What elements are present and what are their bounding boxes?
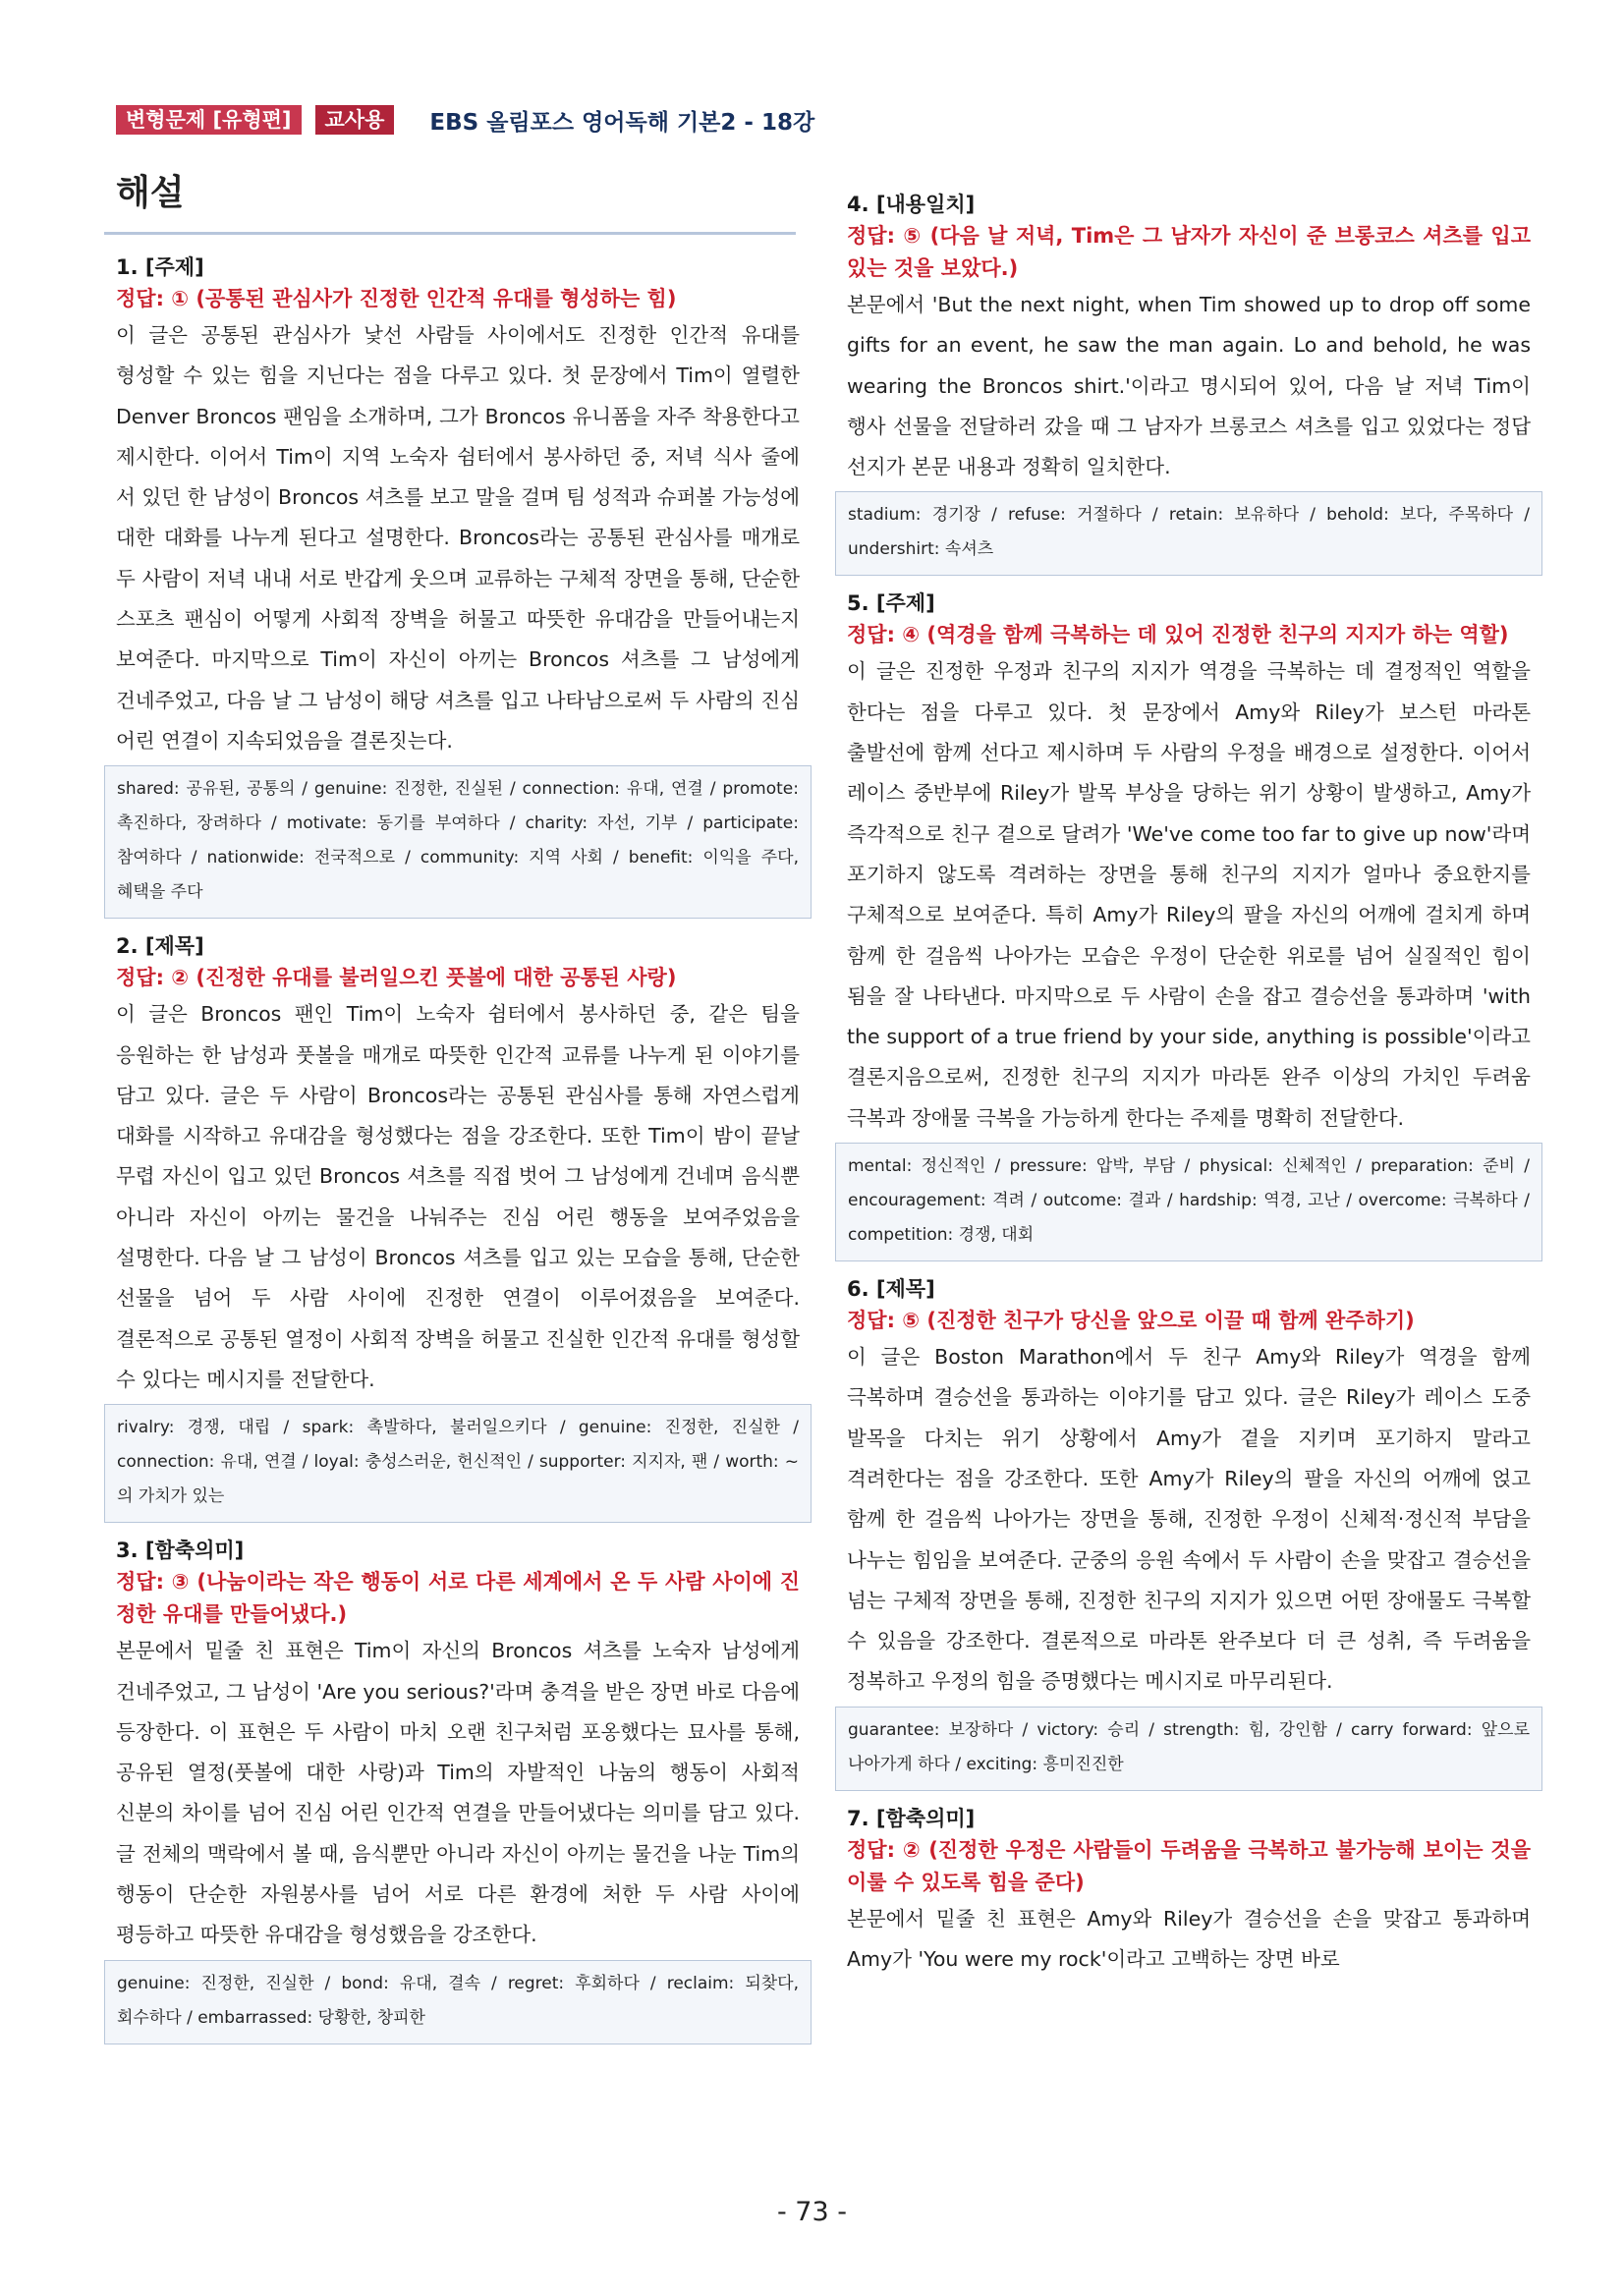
answer-line: 정답: ② (진정한 우정은 사람들이 두려움을 극복하고 불가능해 보이는 것을 이룰 수 있도록 힘을 준다) <box>847 1837 1531 1894</box>
vocab-box: stadium: 경기장 / refuse: 거절하다 / retain: 보유하다 / behold: 보다, 주목하다 / undershirt: 속셔츠 <box>835 491 1542 576</box>
question-heading: 2. [제목] <box>116 934 204 959</box>
section-7 <box>847 1803 1531 1981</box>
right-column <box>847 189 1531 1991</box>
question-heading: 5. [주제] <box>847 591 935 616</box>
question-heading: 7. [함축의미] <box>847 1806 976 1830</box>
section-6 <box>847 1273 1531 1791</box>
vocab-box: shared: 공유된, 공통의 / genuine: 진정한, 진실된 / connection: 유대, 연결 / promote: 촉진하다, 장려하다 / motivate: 동기를 부여하다 / charity: 자선, 기부 / participate: 참여하다 / nationwide: 전국적으로 / community: 지역 사회 / benefit: 이익을 주다, 혜택을 주다 <box>104 765 812 919</box>
answer-line: 정답: ⑤ (다음 날 저녁, Tim은 그 남자가 자신이 준 브롱코스 셔츠를 입고 있는 것을 보았다.) <box>847 224 1531 280</box>
explanation-text: 이 글은 진정한 우정과 친구의 지지가 역경을 극복하는 데 결정적인 역할을 한다는 점을 다루고 있다. 첫 문장에서 Amy와 Riley가 보스턴 마라톤 출발선에 함께 선다고 제시하며 두 사람의 우정을 배경으로 설정한다. 이어서 레이스 중반부에 Riley가 발목 부상을 당하는 위기 상황이 발생하고, Amy가 즉각적으로 친구 곁으로 달려가 'We've come too far to give up now'라며 포기하지 않도록 격려하는 장면을 통해 친구의 지지가 얼마나 중요한지를 구체적으로 보여준다. 특히 Amy가 Riley의 팔을 자신의 어깨에 걸치게 하며 함께 한 걸음씩 나아가는 모습은 우정이 단순한 위로를 넘어 실질적인 힘이 됨을 잘 나타낸다. 마지막으로 두 사람이 손을 잡고 결승선을 통과하며 'with the support of a true friend by your side, anything is possible'이라고 결론지음으로써, 진정한 친구의 지지가 마라톤 완주 이상의 가치인 두려움 극복과 장애물 극복을 가능하게 한다는 주제를 명확히 전달한다. <box>847 659 1531 1130</box>
question-heading: 3. [함축의미] <box>116 1539 245 1563</box>
explanation-text: 본문에서 'But the next night, when Tim showed up to drop off some gifts for an event, he saw the man again. Lo and behold, he was wearing the Broncos shirt.'이라고 명시되어 있어, 다음 날 저녁 Tim이 행사 선물을 전달하러 갔을 때 그 남자가 브롱코스 셔츠를 입고 있었다는 정답 선지가 본문 내용과 정확히 일치한다. <box>847 293 1531 479</box>
section-4 <box>847 189 1531 576</box>
explanation-text: 이 글은 Boston Marathon에서 두 친구 Amy와 Riley가 역경을 함께 극복하며 결승선을 통과하는 이야기를 담고 있다. 글은 Riley가 레이스 도중 발목을 다치는 위기 상황에서 Amy가 곁을 지키며 포기하지 말라고 격려한다는 점을 강조한다. 또한 Amy가 Riley의 팔을 자신의 어깨에 얹고 함께 한 걸음씩 나아가는 장면을 통해, 진정한 우정이 신체적·정신적 부담을 나누는 힘임을 보여준다. 군중의 응원 속에서 두 사람이 손을 맞잡고 결승선을 넘는 구체적 장면을 통해, 진정한 친구의 지지가 있으면 어떤 장애물도 극복할 수 있음을 강조한다. 결론적으로 마라톤 완주보다 더 큰 성취, 즉 두려움을 정복하고 우정의 힘을 증명했다는 메시지로 마무리된다. <box>847 1345 1531 1694</box>
vocab-box: mental: 정신적인 / pressure: 압박, 부담 / physical: 신체적인 / preparation: 준비 / encouragement: 격려 / outcome: 결과 / hardship: 역경, 고난 / overcome: 극복하다 / competition: 경쟁, 대회 <box>835 1143 1542 1261</box>
answer-line: 정답: ④ (역경을 함께 극복하는 데 있어 진정한 친구의 지지가 하는 역할) <box>847 623 1509 647</box>
section-2 <box>116 930 800 1523</box>
question-heading: 4. [내용일치] <box>847 193 976 216</box>
explanation-text: 이 글은 Broncos 팬인 Tim이 노숙자 쉼터에서 봉사하던 중, 같은 팀을 응원하는 한 남성과 풋볼을 매개로 따뜻한 인간적 교류를 나누게 된 이야기를 담고 있다. 글은 두 사람이 Broncos라는 공통된 관심사를 통해 자연스럽게 대화를 시작하고 유대감을 형성했다는 점을 강조한다. 또한 Tim이 밤이 끝날 무렵 자신이 입고 있던 Broncos 셔츠를 직접 벗어 그 남성에게 건네며 음식뿐 아니라 자신이 아끼는 물건을 나눠주는 진심 어린 행동을 보여주었음을 설명한다. 다음 날 그 남성이 Broncos 셔츠를 입고 있는 모습을 통해, 단순한 선물을 넘어 두 사람 사이에 진정한 연결이 이루어졌음을 보여준다. 결론적으로 공통된 열정이 사회적 장벽을 허물고 진실한 인간적 유대를 형성할 수 있다는 메시지를 전달한다. <box>116 1002 800 1391</box>
section-5 <box>847 588 1531 1261</box>
vocab-box: genuine: 진정한, 진실한 / bond: 유대, 결속 / regret: 후회하다 / reclaim: 되찾다, 회수하다 / embarrassed: 당황한, 창피한 <box>104 1960 812 2044</box>
header-title: EBS 올림포스 영어독해 기본2 - 18강 <box>429 109 815 136</box>
left-column <box>116 252 800 2056</box>
vocab-box: guarantee: 보장하다 / victory: 승리 / strength: 힘, 강인함 / carry forward: 앞으로 나아가게 하다 / exciting: 흥미진진한 <box>835 1707 1542 1791</box>
vocab-box: rivalry: 경쟁, 대립 / spark: 촉발하다, 불러일으키다 / genuine: 진정한, 진실한 / connection: 유대, 연결 / loyal: 충성스러운, 헌신적인 / supporter: 지지자, 팬 / worth: ~의 가치가 있는 <box>104 1404 812 1523</box>
section-3 <box>116 1535 800 2044</box>
page-number: - 73 - <box>776 2197 847 2227</box>
title-divider <box>104 232 796 235</box>
page-title: 해설 <box>116 173 185 213</box>
section-1 <box>116 252 800 919</box>
answer-line: 정답: ⑤ (진정한 친구가 당신을 앞으로 이끌 때 함께 완주하기) <box>847 1309 1415 1333</box>
answer-line: 정답: ③ (나눔이라는 작은 행동이 서로 다른 세계에서 온 두 사람 사이에 진정한 유대를 만들어냈다.) <box>116 1570 800 1627</box>
explanation-text: 본문에서 밑줄 친 표현은 Tim이 자신의 Broncos 셔츠를 노숙자 남성에게 건네주었고, 그 남성이 'Are you serious?'라며 충격을 받은 장면 바로 다음에 등장한다. 이 표현은 두 사람이 마치 오랜 친구처럼 포옹했다는 묘사를 통해, 공유된 열정(풋볼에 대한 사랑)과 Tim의 자발적인 나눔의 행동이 사회적 신분의 차이를 넘어 진심 어린 인간적 연결을 만들어냈다는 의미를 담고 있다. 글 전체의 맥락에서 볼 때, 음식뿐만 아니라 자신이 아끼는 물건을 나눈 Tim의 행동이 단순한 자원봉사를 넘어 서로 다른 환경에 처한 두 사람 사이에 평등하고 따뜻한 유대감을 형성했음을 강조한다. <box>116 1639 800 1947</box>
teacher-tag: 교사용 <box>315 105 395 135</box>
answer-line: 정답: ① (공통된 관심사가 진정한 인간적 유대를 형성하는 힘) <box>116 287 677 310</box>
type-tag: 변형문제 [유형편] <box>116 105 302 135</box>
page-header <box>116 104 814 136</box>
explanation-text: 본문에서 밑줄 친 표현은 Amy와 Riley가 결승선을 손을 맞잡고 통과하며 Amy가 'You were my rock'이라고 고백하는 장면 바로 <box>847 1906 1531 1972</box>
question-heading: 1. [주제] <box>116 255 204 279</box>
explanation-text: 이 글은 공통된 관심사가 낯선 사람들 사이에서도 진정한 인간적 유대를 형성할 수 있는 힘을 지닌다는 점을 다루고 있다. 첫 문장에서 Tim이 열렬한 Denver Broncos 팬임을 소개하며, 그가 Broncos 유니폼을 자주 착용한다고 제시한다. 이어서 Tim이 지역 노숙자 쉼터에서 봉사하던 중, 저녁 식사 줄에 서 있던 한 남성이 Broncos 셔츠를 보고 말을 걸며 팀 성적과 슈퍼볼 가능성에 대한 대화를 나누게 된다고 설명한다. Broncos라는 공통된 관심사를 매개로 두 사람이 저녁 내내 서로 반갑게 웃으며 교류하는 구체적 장면을 통해, 단순한 스포츠 팬심이 어떻게 사회적 장벽을 허물고 따뜻한 유대감을 만들어내는지 보여준다. 마지막으로 Tim이 자신이 아끼는 Broncos 셔츠를 그 남성에게 건네주었고, 다음 날 그 남성이 해당 셔츠를 입고 나타남으로써 두 사람의 진심 어린 연결이 지속되었음을 결론짓는다. <box>116 323 800 753</box>
answer-line: 정답: ② (진정한 유대를 불러일으킨 풋볼에 대한 공통된 사랑) <box>116 966 677 990</box>
question-heading: 6. [제목] <box>847 1277 935 1302</box>
